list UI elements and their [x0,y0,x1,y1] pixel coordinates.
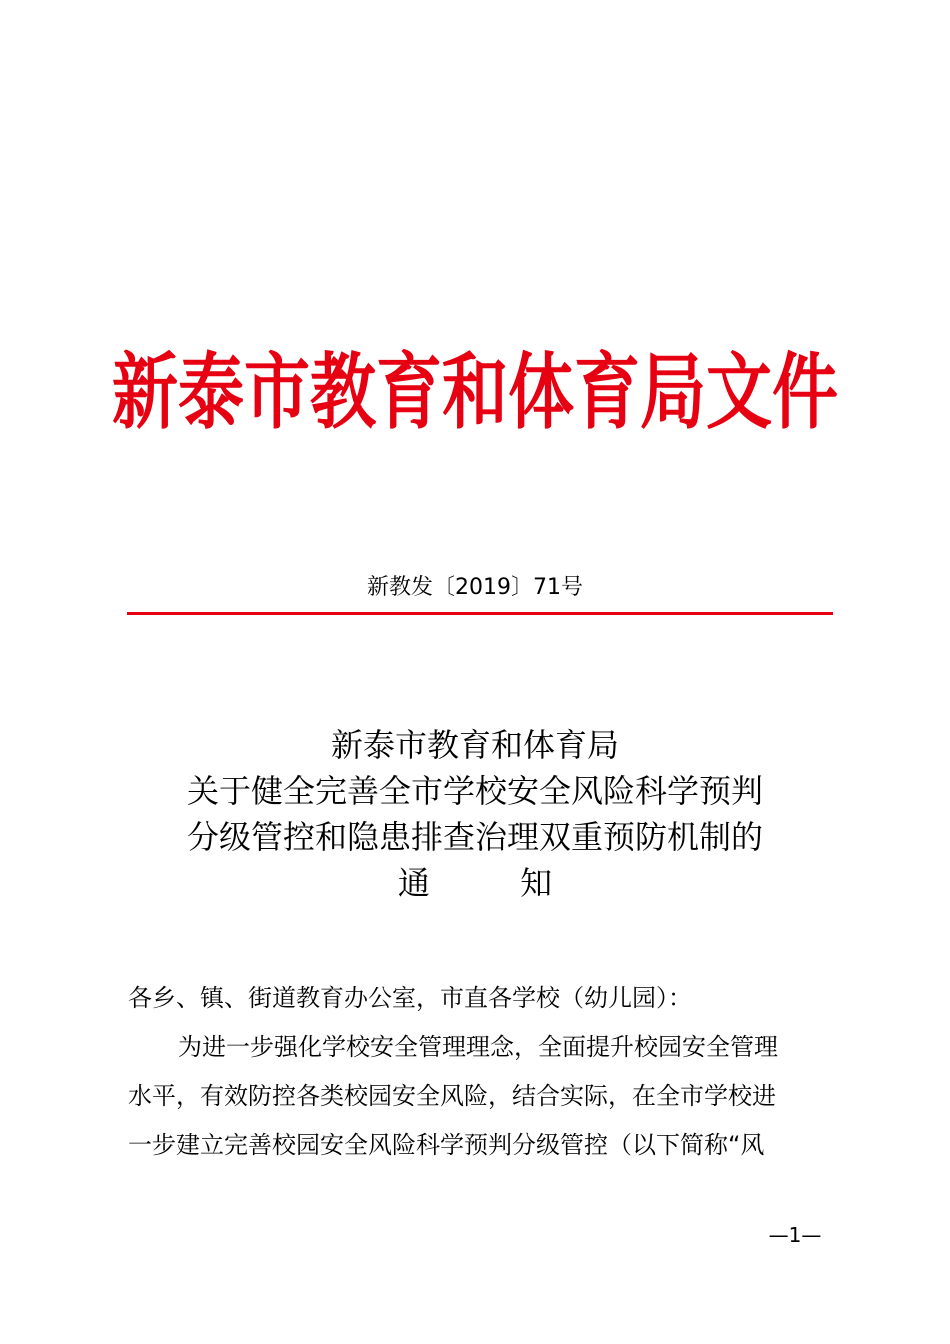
title-line-subject-1: 关于健全完善全市学校安全风险科学预判 [186,772,763,810]
addressee-line: 各乡、镇、街道教育办公室，市直各学校（幼儿园）： [128,984,692,1012]
notice-title [0,722,950,906]
red-divider-line [127,612,833,615]
title-line-notice: 通 知 [397,864,593,902]
document-body [128,974,828,1170]
masthead-title: 新泰市教育和体育局文件 [112,344,838,441]
document-number: 新教发〔2019〕71号 [367,575,583,600]
title-line-issuer: 新泰市教育和体育局 [330,726,619,764]
title-line-subject-2: 分级管控和隐患排查治理双重预防机制的 [186,818,763,856]
page-number: —1— [768,1223,822,1247]
paragraph-line: 为进一步强化学校安全管理理念，全面提升校园安全管理 [178,1033,778,1061]
paragraph-line: 一步建立完善校园安全风险科学预判分级管控（以下简称“风 [128,1131,765,1159]
paragraph-line: 水平，有效防控各类校园安全风险，结合实际，在全市学校进 [128,1082,776,1110]
